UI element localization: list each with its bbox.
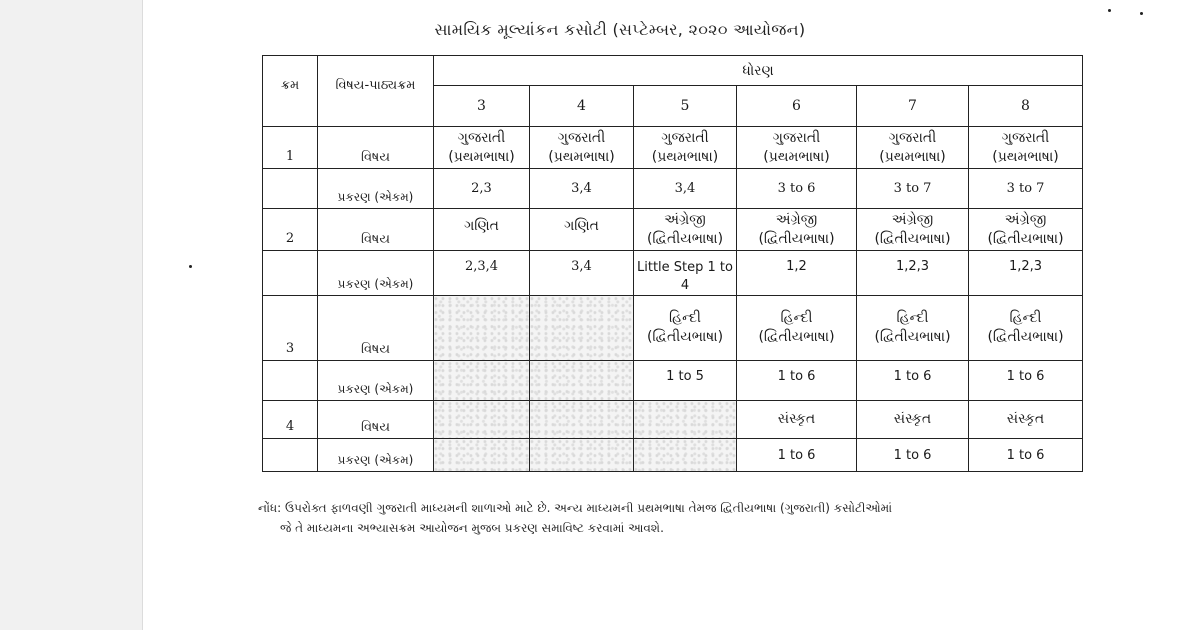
scan-speck [189, 265, 192, 268]
grade-8: 8 [969, 86, 1083, 127]
unit-value: 3 to 7 [969, 169, 1083, 209]
unit-value: 1 to 6 [857, 439, 969, 472]
subject-cell: હિન્દી (દ્વિતીયભાષા) [857, 296, 969, 361]
dhoran-header: ધોરણ [434, 56, 1083, 86]
subject-label: વિષય [318, 401, 434, 439]
blurred-cell [530, 439, 634, 472]
subject-cell: ગુજરાતી (પ્રથમભાષા) [737, 127, 857, 169]
grade-7: 7 [857, 86, 969, 127]
row-3-subject [263, 296, 1083, 361]
row-number: 1 [263, 127, 318, 169]
blurred-cell [434, 439, 530, 472]
unit-value: 3 to 7 [857, 169, 969, 209]
unit-value: 1 to 6 [969, 361, 1083, 401]
row-4-units [263, 439, 1083, 472]
unit-value: 3,4 [634, 169, 737, 209]
subject-cell: અંગ્રેજી (દ્વિતીયભાષા) [969, 209, 1083, 251]
grade-4: 4 [530, 86, 634, 127]
subject-cell: અંગ્રેજી (દ્વિતીયભાષા) [857, 209, 969, 251]
subject-cell: ગુજરાતી (પ્રથમભાષા) [857, 127, 969, 169]
footnote-line-2: જે તે માધ્યમના અભ્યાસક્રમ આયોજન મુજબ પ્રકરણ સમાવિષ્ટ કરવામાં આવશે. [280, 521, 664, 535]
subject-label: વિષય [318, 209, 434, 251]
subject-label: વિષય [318, 296, 434, 361]
syllabus-table [262, 55, 1083, 472]
unit-label: પ્રકરણ (એકમ) [318, 361, 434, 401]
blurred-cell [434, 401, 530, 439]
row-number: 3 [263, 296, 318, 361]
subject-cell: હિન્દી (દ્વિતીયભાષા) [969, 296, 1083, 361]
blurred-cell [634, 401, 737, 439]
subject-cell: ગણિત [530, 209, 634, 251]
footnote-line-1: નોંધ: ઉપરોક્ત ફાળવણી ગુજરાતી માધ્યમની શાળાઓ માટે છે. અન્ય માધ્યમની પ્રથમભાષા તેમજ દ્વિતીયભાષા (ગુજરાતી) કસોટીઓમાં [258, 501, 893, 515]
footnote [258, 498, 1058, 538]
blurred-cell [530, 296, 634, 361]
unit-value: 1,2,3 [969, 251, 1083, 296]
row-3-units [263, 361, 1083, 401]
scan-speck [1140, 12, 1143, 15]
subject-cell: અંગ્રેજી (દ્વિતીયભાષા) [737, 209, 857, 251]
unit-label: પ્રકરણ (એકમ) [318, 169, 434, 209]
row-2-units [263, 251, 1083, 296]
document-title: સામયિક મૂલ્યાંકન કસોટી (સપ્ટેમ્બર, ૨૦૨૦ આયોજન) [434, 20, 806, 39]
grade-6: 6 [737, 86, 857, 127]
unit-value: 2,3 [434, 169, 530, 209]
vishay-pathyakram-header: વિષય-પાઠ્યક્રમ [318, 56, 434, 127]
grade-5: 5 [634, 86, 737, 127]
unit-value: 1,2 [737, 251, 857, 296]
unit-value: 3,4 [530, 251, 634, 296]
unit-value: 1 to 6 [737, 361, 857, 401]
subject-cell: ગુજરાતી (પ્રથમભાષા) [434, 127, 530, 169]
unit-value: 3 to 6 [737, 169, 857, 209]
subject-cell: ગુજરાતી (પ્રથમભાષા) [634, 127, 737, 169]
row-4-subject [263, 401, 1083, 439]
grade-3: 3 [434, 86, 530, 127]
blurred-cell [634, 439, 737, 472]
unit-value: 3,4 [530, 169, 634, 209]
header-row [263, 56, 1083, 86]
unit-value: 1 to 6 [857, 361, 969, 401]
row-1-units [263, 169, 1083, 209]
unit-value: Little Step 1 to 4 [634, 251, 737, 296]
unit-label: પ્રકરણ (એકમ) [318, 251, 434, 296]
subject-cell: અંગ્રેજી (દ્વિતીયભાષા) [634, 209, 737, 251]
row-1-subject [263, 127, 1083, 169]
blurred-cell [530, 361, 634, 401]
row-2-subject [263, 209, 1083, 251]
left-margin [0, 0, 143, 630]
empty-cell [263, 169, 318, 209]
subject-cell: સંસ્કૃત [969, 401, 1083, 439]
kram-header: ક્રમ [263, 56, 318, 127]
row-number: 2 [263, 209, 318, 251]
subject-cell: સંસ્કૃત [737, 401, 857, 439]
empty-cell [263, 361, 318, 401]
unit-value: 2,3,4 [434, 251, 530, 296]
empty-cell [263, 251, 318, 296]
subject-cell: ગુજરાતી (પ્રથમભાષા) [969, 127, 1083, 169]
unit-value: 1 to 6 [969, 439, 1083, 472]
blurred-cell [530, 401, 634, 439]
subject-cell: ગુજરાતી (પ્રથમભાષા) [530, 127, 634, 169]
subject-cell: સંસ્કૃત [857, 401, 969, 439]
subject-cell: હિન્દી (દ્વિતીયભાષા) [737, 296, 857, 361]
subject-cell: ગણિત [434, 209, 530, 251]
unit-value: 1 to 6 [737, 439, 857, 472]
blurred-cell [434, 296, 530, 361]
blurred-cell [434, 361, 530, 401]
subject-label: વિષય [318, 127, 434, 169]
scan-speck [1108, 9, 1111, 12]
unit-label: પ્રકરણ (એકમ) [318, 439, 434, 472]
row-number: 4 [263, 401, 318, 439]
empty-cell [263, 439, 318, 472]
unit-value: 1,2,3 [857, 251, 969, 296]
unit-value: 1 to 5 [634, 361, 737, 401]
subject-cell: હિન્દી (દ્વિતીયભાષા) [634, 296, 737, 361]
